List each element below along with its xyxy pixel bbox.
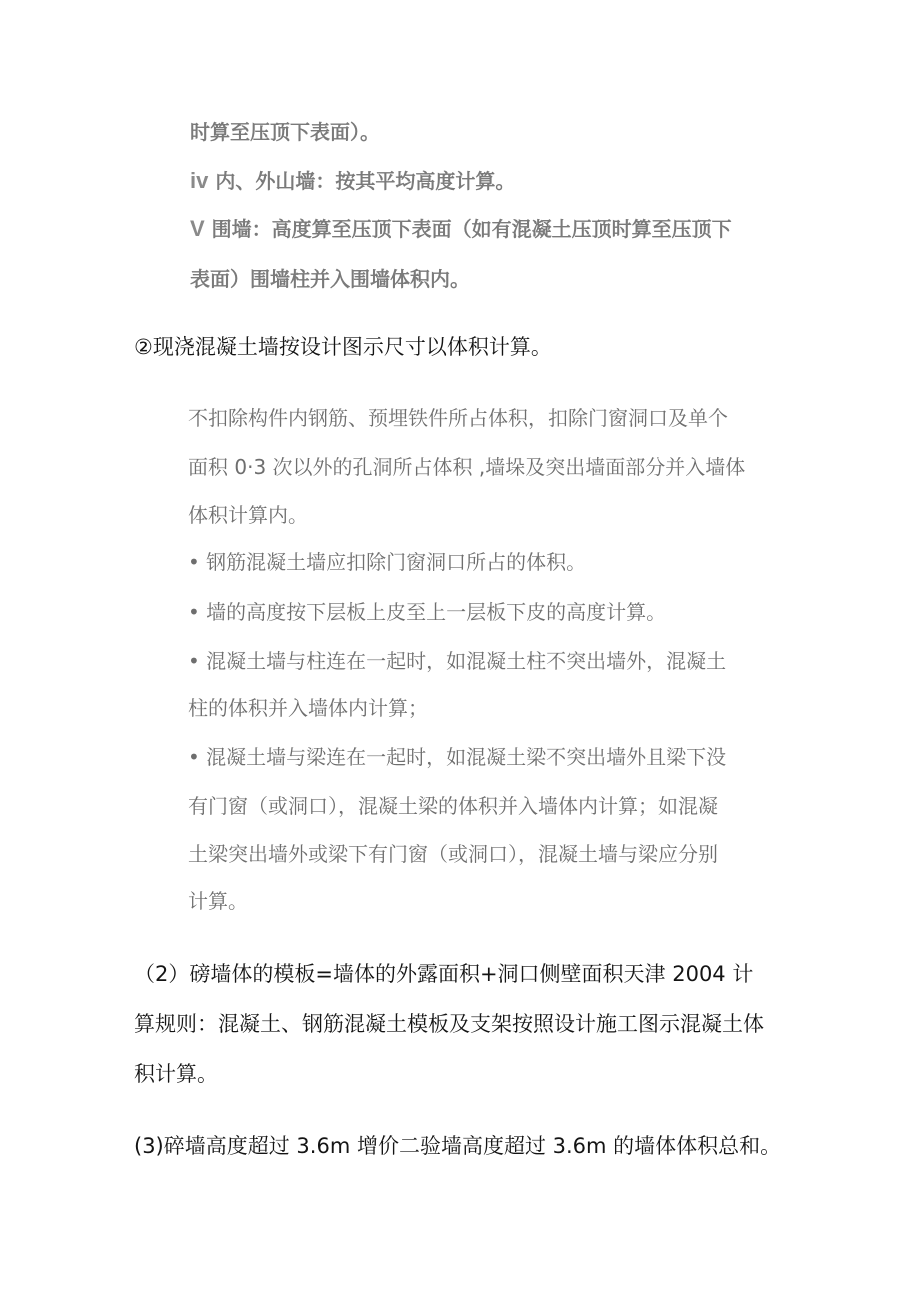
paragraph-line: 不扣除构件内钢筋、预埋铁件所占体积，扣除门窗洞口及单个	[188, 406, 728, 430]
bullet-line: 柱的体积并入墙体内计算；	[188, 696, 428, 720]
paragraph-line: 积计算。	[134, 1062, 218, 1086]
roman-marker-v: V	[190, 216, 205, 241]
bullet-line: • 混凝土墙与梁连在一起时，如混凝土梁不突出墙外且梁下没	[188, 745, 727, 769]
bullet-line: 有门窗（或洞口），混凝土梁的体积并入墙体内计算；如混凝	[188, 794, 718, 818]
bullet-line: • 混凝土墙与柱连在一起时，如混凝土柱不突出墙外，混凝土	[188, 649, 727, 673]
list-item-v	[190, 213, 732, 242]
bullet-line: • 墙的高度按下层板上皮至上一层板下皮的高度计算。	[188, 600, 667, 624]
paragraph-line: (3)碎墙高度超过 3.6m 增价二验墙高度超过 3.6m 的墙体体积总和。	[134, 1134, 782, 1158]
list-item-text: 围墙：高度算至压顶下表面（如有混凝土压顶时算至压顶下	[211, 217, 732, 241]
paragraph-line: （2）磅墙体的模板=墙体的外露面积+洞口侧壁面积天津 2004 计	[134, 962, 754, 986]
bullet-line: 土梁突出墙外或梁下有门窗（或洞口），混凝土墙与梁应分别	[188, 842, 718, 866]
text-line: 时算至压顶下表面）。	[190, 120, 380, 144]
list-item-iv	[190, 165, 515, 194]
paragraph-line: 算规则：混凝土、钢筋混凝土模板及支架按照设计施工图示混凝土体	[134, 1012, 764, 1036]
list-item-text: 内、外山墙：按其平均高度计算。	[215, 169, 516, 193]
text-line: 表面）围墙柱并入围墙体积内。	[190, 267, 470, 291]
bullet-line: • 钢筋混凝土墙应扣除门窗洞口所占的体积。	[188, 550, 587, 574]
paragraph-line: 体积计算内。	[188, 503, 308, 527]
bullet-line: 计算。	[188, 889, 248, 913]
roman-marker-iv: iv	[190, 168, 209, 193]
paragraph-line: 面积 0·3 次以外的孔洞所占体积 ,墙垛及突出墙面部分并入墙体	[188, 455, 746, 479]
section-heading: ②现浇混凝土墙按设计图示尺寸以体积计算。	[134, 335, 552, 359]
